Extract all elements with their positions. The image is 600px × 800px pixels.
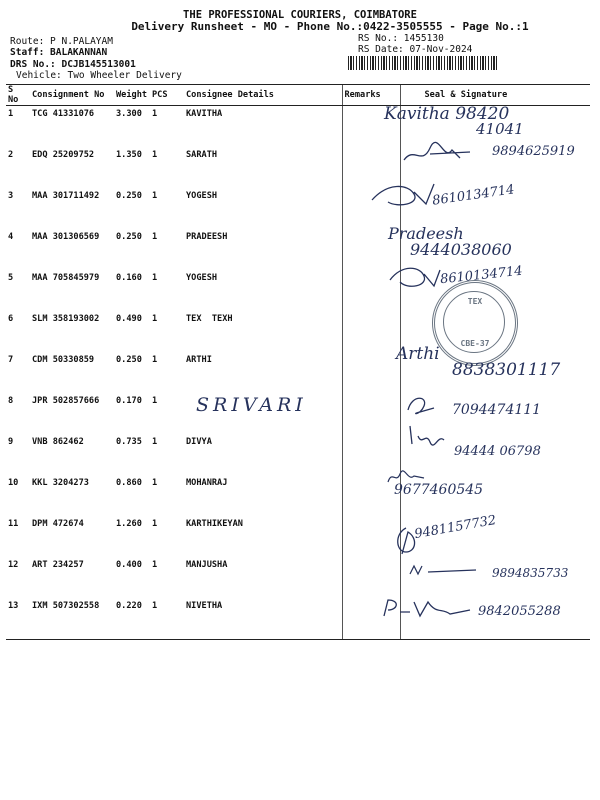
signature-scribble <box>386 262 446 292</box>
sno-cell: 10 <box>8 478 19 488</box>
consignment-cell: VNB 862462 <box>32 437 84 447</box>
weight-cell: 0.250 <box>116 191 142 201</box>
pcs-cell: 1 <box>152 355 158 365</box>
pcs-cell: 1 <box>152 519 158 529</box>
rs-number: RS No.: 1455130 <box>358 33 444 44</box>
runsheet-subtitle: Delivery Runsheet - MO - Phone No.:0422-3505555 - Page No.:1 <box>131 20 529 33</box>
column-header-remarks: Remarks <box>342 85 400 106</box>
handwritten-phone: 9894835733 <box>492 566 569 580</box>
consignee-cell: NIVETHA <box>184 598 342 640</box>
consignee-cell: SARATH <box>186 150 218 160</box>
sno-cell: 3 <box>8 191 14 201</box>
signature-scribble <box>406 562 486 580</box>
sno-cell: 13 <box>6 598 30 640</box>
seal-text: TEX <box>467 297 483 306</box>
weight-cell: 0.160 <box>116 273 142 283</box>
column-header-signature: Seal & Signature <box>400 85 590 106</box>
column-header-weight: Weight <box>114 85 150 106</box>
weight-cell: 0.250 <box>116 355 142 365</box>
consignee-cell: MOHANRAJ <box>186 478 228 488</box>
company-seal-stamp <box>432 280 518 366</box>
sno-cell: 9 <box>8 437 14 447</box>
weight-cell: 0.490 <box>116 314 142 324</box>
column-header-consignee: Consignee Details <box>184 85 342 106</box>
signature-scribble <box>402 392 442 418</box>
column-header-consignment: Consignment No <box>30 85 114 106</box>
weight-cell: 0.250 <box>116 232 142 242</box>
rs-date: RS Date: 07-Nov-2024 <box>358 44 473 55</box>
handwritten-signature: Pradeesh <box>388 224 464 243</box>
pcs-cell: 1 <box>150 598 184 640</box>
handwritten-phone: 8610134714 <box>439 263 524 288</box>
weight-cell: 0.860 <box>116 478 142 488</box>
remarks-cell <box>342 557 400 598</box>
company-title: THE PROFESSIONAL COURIERS, COIMBATORE <box>183 9 417 21</box>
handwritten-phone: 8838301117 <box>452 360 561 380</box>
sno-cell: 7 <box>8 355 14 365</box>
remarks-cell <box>342 393 400 434</box>
weight-cell: 0.220 <box>114 598 150 640</box>
consignee-cell: MANJUSHA <box>186 560 228 570</box>
consignment-cell: SLM 358193002 <box>32 314 100 324</box>
consignment-cell: TCG 41331076 <box>32 109 95 119</box>
weight-cell: 0.735 <box>116 437 142 447</box>
handwritten-phone: 7094474111 <box>452 402 542 418</box>
weight-cell: 0.170 <box>116 396 142 406</box>
barcode <box>348 56 498 70</box>
consignee-cell: YOGESH <box>186 191 218 201</box>
table-row <box>6 516 590 557</box>
handwritten-signature: Kavitha 98420 <box>384 104 510 124</box>
signature-scribble <box>404 422 460 448</box>
consignee-cell: ARTHI <box>186 355 212 365</box>
staff-label: Staff: BALAKANNAN <box>10 47 108 58</box>
route-label: Route: P N.PALAYAM <box>10 36 113 47</box>
sno-cell: 1 <box>8 109 14 119</box>
column-header-pcs: PCS <box>150 85 184 106</box>
handwritten-phone: 41041 <box>476 120 524 138</box>
consignee-cell: KAVITHA <box>186 109 223 119</box>
pcs-cell: 1 <box>152 560 158 570</box>
remarks-cell <box>342 352 400 393</box>
pcs-cell: 1 <box>152 437 158 447</box>
consignee-cell: DIVYA <box>186 437 212 447</box>
consignment-cell: ART 234257 <box>32 560 84 570</box>
pcs-cell: 1 <box>152 232 158 242</box>
sno-cell: 2 <box>8 150 14 160</box>
pcs-cell: 1 <box>152 109 158 119</box>
consignment-cell: EDQ 25209752 <box>32 150 95 160</box>
sno-cell: 5 <box>8 273 14 283</box>
consignment-cell: MAA 301306569 <box>32 232 100 242</box>
weight-cell: 0.400 <box>116 560 142 570</box>
pcs-cell: 1 <box>152 478 158 488</box>
consignee-cell: YOGESH <box>186 273 218 283</box>
signature-scribble <box>380 598 480 622</box>
consignment-cell: IXM 507302558 <box>30 598 114 640</box>
consignment-cell: JPR 502857666 <box>32 396 100 406</box>
handwritten-phone: 94444 06798 <box>454 444 541 459</box>
consignee-cell: KARTHIKEYAN <box>186 519 243 529</box>
pcs-cell: 1 <box>152 314 158 324</box>
consignment-cell: MAA 301711492 <box>32 191 100 201</box>
handwritten-consignee-name: SRIVARI <box>196 394 307 416</box>
sno-cell: 11 <box>8 519 19 529</box>
signature-scribble <box>400 140 490 166</box>
table-header-row <box>6 85 590 106</box>
pcs-cell: 1 <box>152 396 158 406</box>
vehicle-label: Vehicle: Two Wheeler Delivery <box>16 70 182 81</box>
drs-number: DRS No.: DCJB145513001 <box>10 59 136 70</box>
consignment-cell: CDM 50330859 <box>32 355 95 365</box>
handwritten-phone: 9444038060 <box>410 240 512 259</box>
handwritten-phone: 9481157732 <box>413 512 498 543</box>
sno-cell: 6 <box>8 314 14 324</box>
consignment-cell: KKL 3204273 <box>32 478 89 488</box>
handwritten-phone: 8610134714 <box>431 182 516 209</box>
consignee-cell: TEX TEXH <box>186 314 233 324</box>
column-header-sno: S No <box>6 85 30 106</box>
pcs-cell: 1 <box>152 191 158 201</box>
handwritten-phone: 9677460545 <box>394 482 484 498</box>
pcs-cell: 1 <box>152 150 158 160</box>
consignment-cell: MAA 705845979 <box>32 273 100 283</box>
remarks-cell <box>342 311 400 352</box>
consignee-cell: PRADEESH <box>186 232 228 242</box>
sno-cell: 12 <box>8 560 19 570</box>
table-row <box>6 475 590 516</box>
weight-cell: 1.260 <box>116 519 142 529</box>
sno-cell: 8 <box>8 396 14 406</box>
pcs-cell: 1 <box>152 273 158 283</box>
handwritten-phone: 9842055288 <box>478 604 561 619</box>
weight-cell: 3.300 <box>116 109 142 119</box>
handwritten-signature: Arthi <box>396 344 440 364</box>
seal-text: CBE-37 <box>460 339 490 348</box>
consignment-cell: DPM 472674 <box>32 519 84 529</box>
weight-cell: 1.350 <box>116 150 142 160</box>
sno-cell: 4 <box>8 232 14 242</box>
handwritten-phone: 9894625919 <box>492 144 575 159</box>
